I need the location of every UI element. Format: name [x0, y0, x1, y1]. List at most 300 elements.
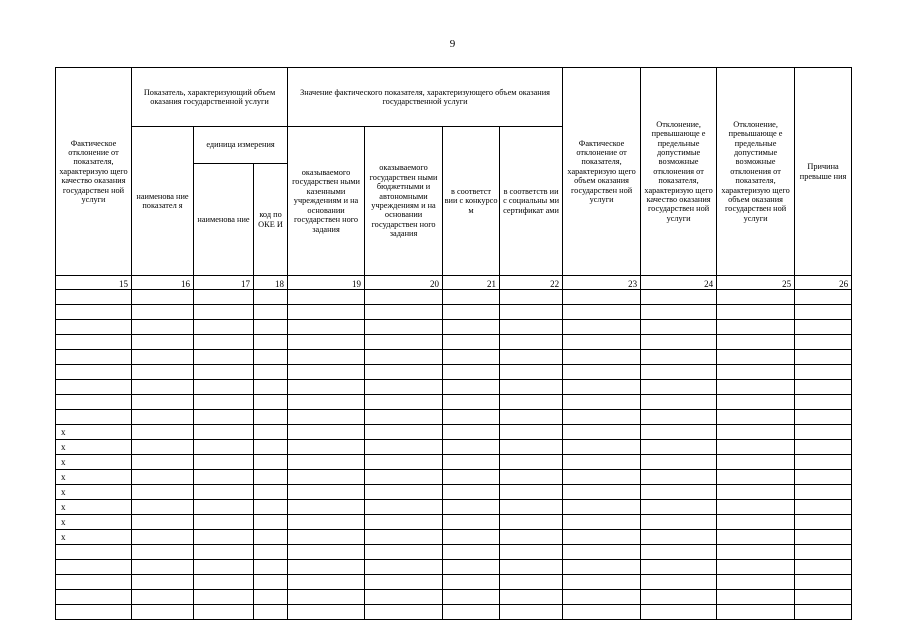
- row-mark-cell: x: [56, 470, 132, 485]
- header-group-indicator: Показатель, характеризующий объем оказания государственной услуги: [132, 68, 288, 127]
- table-cell: [194, 470, 254, 485]
- table-cell: [500, 335, 563, 350]
- table-cell: [194, 515, 254, 530]
- table-cell: [194, 350, 254, 365]
- table-cell: [288, 470, 365, 485]
- table-row: [56, 335, 852, 350]
- table-cell: [194, 530, 254, 545]
- table-cell: [132, 485, 194, 500]
- table-cell: [500, 365, 563, 380]
- table-cell: [795, 395, 852, 410]
- column-number-row: [56, 276, 852, 290]
- table-cell: [563, 290, 641, 305]
- row-mark-cell: [56, 590, 132, 605]
- table-cell: [717, 440, 795, 455]
- row-mark-cell: x: [56, 515, 132, 530]
- page-number: 9: [449, 38, 456, 50]
- table-row: [56, 425, 852, 440]
- header-col16: наименова ние показател я: [132, 127, 194, 276]
- table-cell: [443, 470, 500, 485]
- table-cell: [365, 410, 443, 425]
- row-mark-cell: [56, 290, 132, 305]
- table-cell: [563, 560, 641, 575]
- table-cell: [563, 575, 641, 590]
- table-cell: [443, 320, 500, 335]
- table-cell: [288, 395, 365, 410]
- row-mark-cell: [56, 410, 132, 425]
- table-cell: [795, 365, 852, 380]
- table-cell: [795, 530, 852, 545]
- table-cell: [717, 425, 795, 440]
- table-cell: [194, 440, 254, 455]
- table-cell: [365, 515, 443, 530]
- table-cell: [194, 455, 254, 470]
- table-cell: [563, 530, 641, 545]
- table-cell: [365, 395, 443, 410]
- table-cell: [500, 290, 563, 305]
- table-cell: [194, 485, 254, 500]
- table-cell: [365, 605, 443, 620]
- table-cell: [500, 410, 563, 425]
- table-cell: [132, 515, 194, 530]
- table-cell: [795, 500, 852, 515]
- table-cell: [717, 365, 795, 380]
- table-cell: [717, 485, 795, 500]
- header-col18: код по ОКЕ И: [254, 164, 288, 276]
- table-cell: [365, 545, 443, 560]
- table-cell: [288, 575, 365, 590]
- table-cell: [795, 560, 852, 575]
- table-cell: [717, 290, 795, 305]
- table-cell: [500, 425, 563, 440]
- table-cell: [288, 455, 365, 470]
- table-cell: [443, 455, 500, 470]
- table-cell: [288, 545, 365, 560]
- table-cell: [500, 380, 563, 395]
- table-cell: [641, 440, 717, 455]
- table-cell: [641, 290, 717, 305]
- table-cell: [641, 590, 717, 605]
- table-row: [56, 605, 852, 620]
- table-cell: [132, 335, 194, 350]
- table-cell: [288, 515, 365, 530]
- row-mark-cell: [56, 305, 132, 320]
- table-cell: [500, 440, 563, 455]
- table-cell: [641, 605, 717, 620]
- table-row: [56, 485, 852, 500]
- table-row: [56, 380, 852, 395]
- table-cell: [194, 425, 254, 440]
- table-cell: [500, 395, 563, 410]
- table-cell: [717, 530, 795, 545]
- column-number: 15: [56, 276, 132, 290]
- table-row: [56, 500, 852, 515]
- table-cell: [288, 485, 365, 500]
- header-col23: Фактическое отклонение от показателя, характеризую щего объем оказания государствен ной услуги: [563, 68, 641, 276]
- table-cell: [194, 545, 254, 560]
- column-number: 21: [443, 276, 500, 290]
- table-cell: [132, 395, 194, 410]
- table-cell: [500, 560, 563, 575]
- table-cell: [443, 485, 500, 500]
- table-cell: [500, 575, 563, 590]
- table-cell: [365, 350, 443, 365]
- table-cell: [717, 320, 795, 335]
- table-cell: [563, 440, 641, 455]
- table-cell: [194, 590, 254, 605]
- table-cell: [132, 440, 194, 455]
- header-group-value: Значение фактического показателя, характеризующего объем оказания государственной услуги: [288, 68, 563, 127]
- row-mark-cell: [56, 320, 132, 335]
- table-cell: [563, 500, 641, 515]
- table-cell: [194, 575, 254, 590]
- table-cell: [288, 305, 365, 320]
- column-number: 22: [500, 276, 563, 290]
- table-cell: [717, 590, 795, 605]
- row-mark-cell: x: [56, 440, 132, 455]
- table-cell: [641, 320, 717, 335]
- table-cell: [641, 410, 717, 425]
- column-number: 24: [641, 276, 717, 290]
- table-cell: [254, 380, 288, 395]
- table-row: [56, 365, 852, 380]
- table-cell: [254, 290, 288, 305]
- table-cell: [563, 380, 641, 395]
- table-cell: [254, 530, 288, 545]
- table-cell: [443, 425, 500, 440]
- row-mark-cell: [56, 350, 132, 365]
- table-cell: [795, 575, 852, 590]
- table-cell: [443, 575, 500, 590]
- table-cell: [563, 485, 641, 500]
- table-cell: [132, 500, 194, 515]
- table-cell: [563, 545, 641, 560]
- table-cell: [500, 605, 563, 620]
- table-cell: [795, 485, 852, 500]
- table-cell: [641, 380, 717, 395]
- table-cell: [288, 335, 365, 350]
- table-cell: [641, 350, 717, 365]
- row-mark-cell: x: [56, 530, 132, 545]
- row-mark-cell: x: [56, 455, 132, 470]
- header-col26: Причина превыше ния: [795, 68, 852, 276]
- table-cell: [795, 320, 852, 335]
- header-group-unit: единица измерения: [194, 127, 288, 164]
- table-cell: [795, 515, 852, 530]
- table-cell: [288, 320, 365, 335]
- row-mark-cell: [56, 380, 132, 395]
- table-cell: [365, 470, 443, 485]
- table-cell: [500, 545, 563, 560]
- table-row: [56, 290, 852, 305]
- table-cell: [365, 530, 443, 545]
- table-cell: [641, 530, 717, 545]
- table-cell: [717, 410, 795, 425]
- table-cell: [443, 590, 500, 605]
- table-cell: [563, 605, 641, 620]
- report-table: [55, 67, 852, 620]
- table-cell: [132, 590, 194, 605]
- table-cell: [500, 530, 563, 545]
- table-cell: [132, 530, 194, 545]
- table-cell: [563, 305, 641, 320]
- header-col25: Отклонение, превышающе е предельные допустимые возможные отклонения от показателя, характеризую щего объем оказания государствен ной услуги: [717, 68, 795, 276]
- table-cell: [194, 410, 254, 425]
- table-cell: [288, 365, 365, 380]
- header-col17: наименова ние: [194, 164, 254, 276]
- column-number: 25: [717, 276, 795, 290]
- row-mark-cell: [56, 605, 132, 620]
- table-row: [56, 410, 852, 425]
- table-cell: [365, 560, 443, 575]
- table-cell: [795, 590, 852, 605]
- table-cell: [288, 290, 365, 305]
- table-cell: [641, 305, 717, 320]
- table-cell: [365, 335, 443, 350]
- table-cell: [365, 425, 443, 440]
- table-cell: [795, 605, 852, 620]
- table-cell: [365, 575, 443, 590]
- table-cell: [500, 590, 563, 605]
- table-cell: [194, 560, 254, 575]
- table-cell: [254, 575, 288, 590]
- table-cell: [132, 470, 194, 485]
- table-cell: [288, 590, 365, 605]
- table-cell: [194, 395, 254, 410]
- table-cell: [194, 305, 254, 320]
- table-row: [56, 350, 852, 365]
- table-row: [56, 545, 852, 560]
- table-cell: [500, 320, 563, 335]
- table-cell: [641, 545, 717, 560]
- table-cell: [717, 545, 795, 560]
- table-row: [56, 305, 852, 320]
- table-cell: [365, 455, 443, 470]
- table-cell: [443, 395, 500, 410]
- table-cell: [365, 485, 443, 500]
- table-row: [56, 395, 852, 410]
- table-cell: [500, 485, 563, 500]
- table-cell: [717, 470, 795, 485]
- table-cell: [717, 395, 795, 410]
- table-cell: [132, 605, 194, 620]
- table-cell: [194, 380, 254, 395]
- table-row: [56, 320, 852, 335]
- table-cell: [641, 425, 717, 440]
- table-cell: [288, 605, 365, 620]
- table-row: [56, 440, 852, 455]
- table-cell: [563, 470, 641, 485]
- table-cell: [563, 455, 641, 470]
- table-cell: [254, 425, 288, 440]
- table-cell: [132, 305, 194, 320]
- table-cell: [795, 440, 852, 455]
- table-cell: [254, 305, 288, 320]
- table-cell: [132, 380, 194, 395]
- table-cell: [194, 605, 254, 620]
- table-cell: [194, 500, 254, 515]
- table-cell: [500, 350, 563, 365]
- table-cell: [443, 365, 500, 380]
- column-number: 16: [132, 276, 194, 290]
- table-cell: [443, 350, 500, 365]
- table-cell: [795, 290, 852, 305]
- table-cell: [254, 470, 288, 485]
- table-cell: [288, 410, 365, 425]
- table-cell: [254, 605, 288, 620]
- header-col24: Отклонение, превышающе е предельные допустимые возможные отклонения от показателя, характеризую щего качество оказания государствен ной услуги: [641, 68, 717, 276]
- table-cell: [443, 530, 500, 545]
- header-col19: оказываемого государствен ными казенными учреждениям и на основании государствен ного задания: [288, 127, 365, 276]
- table-cell: [717, 305, 795, 320]
- table-cell: [563, 365, 641, 380]
- table-row: [56, 530, 852, 545]
- table-cell: [717, 560, 795, 575]
- table-cell: [254, 410, 288, 425]
- table-cell: [500, 515, 563, 530]
- row-mark-cell: x: [56, 500, 132, 515]
- table-cell: [717, 605, 795, 620]
- table-cell: [795, 335, 852, 350]
- table-cell: [132, 545, 194, 560]
- table-cell: [717, 350, 795, 365]
- table-cell: [443, 560, 500, 575]
- table-cell: [563, 425, 641, 440]
- table-cell: [443, 545, 500, 560]
- table-row: [56, 560, 852, 575]
- table-cell: [254, 440, 288, 455]
- table-row: [56, 515, 852, 530]
- table-cell: [194, 365, 254, 380]
- table-cell: [443, 515, 500, 530]
- table-cell: [443, 440, 500, 455]
- table-cell: [132, 350, 194, 365]
- table-cell: [795, 545, 852, 560]
- table-cell: [717, 575, 795, 590]
- table-cell: [563, 590, 641, 605]
- table-cell: [500, 455, 563, 470]
- table-cell: [443, 410, 500, 425]
- table-cell: [288, 440, 365, 455]
- table-row: [56, 455, 852, 470]
- table-cell: [641, 485, 717, 500]
- table-cell: [365, 365, 443, 380]
- table-cell: [365, 305, 443, 320]
- table-cell: [365, 320, 443, 335]
- column-number: 18: [254, 276, 288, 290]
- row-mark-cell: [56, 395, 132, 410]
- table-cell: [795, 425, 852, 440]
- table-cell: [365, 500, 443, 515]
- table-cell: [443, 335, 500, 350]
- table-cell: [132, 560, 194, 575]
- table-row: [56, 575, 852, 590]
- table-cell: [563, 335, 641, 350]
- header-col15: Фактическое отклонение от показателя, характеризую щего качество оказания государствен ной услуги: [56, 68, 132, 276]
- table-cell: [365, 590, 443, 605]
- table-cell: [563, 410, 641, 425]
- table-cell: [194, 335, 254, 350]
- table-cell: [563, 515, 641, 530]
- row-mark-cell: [56, 575, 132, 590]
- table-cell: [288, 380, 365, 395]
- column-number: 26: [795, 276, 852, 290]
- table-cell: [717, 380, 795, 395]
- row-mark-cell: x: [56, 485, 132, 500]
- table-cell: [194, 290, 254, 305]
- table-cell: [194, 320, 254, 335]
- table-cell: [717, 335, 795, 350]
- table-cell: [132, 455, 194, 470]
- table-cell: [254, 395, 288, 410]
- table-cell: [500, 470, 563, 485]
- table-cell: [288, 350, 365, 365]
- table-cell: [443, 605, 500, 620]
- table-cell: [795, 455, 852, 470]
- table-cell: [365, 440, 443, 455]
- table-cell: [641, 500, 717, 515]
- row-mark-cell: [56, 335, 132, 350]
- table-cell: [443, 500, 500, 515]
- table-cell: [443, 380, 500, 395]
- table-cell: [288, 560, 365, 575]
- header-col20: оказываемого государствен ными бюджетными и автономными учреждениям и на основании государствен ного задания: [365, 127, 443, 276]
- table-cell: [254, 335, 288, 350]
- table-cell: [254, 500, 288, 515]
- table-cell: [500, 305, 563, 320]
- table-cell: [641, 515, 717, 530]
- table-cell: [641, 575, 717, 590]
- row-mark-cell: [56, 560, 132, 575]
- column-number: 19: [288, 276, 365, 290]
- table-cell: [254, 590, 288, 605]
- table-cell: [254, 455, 288, 470]
- table-cell: [795, 350, 852, 365]
- table-cell: [288, 500, 365, 515]
- table-cell: [795, 470, 852, 485]
- header-col22: в соответств ии с социальны ми сертификат ами: [500, 127, 563, 276]
- table-cell: [717, 455, 795, 470]
- table-cell: [288, 425, 365, 440]
- table-row: [56, 470, 852, 485]
- table-cell: [500, 500, 563, 515]
- column-number: 17: [194, 276, 254, 290]
- table-cell: [563, 320, 641, 335]
- column-number: 23: [563, 276, 641, 290]
- table-cell: [288, 530, 365, 545]
- table-cell: [563, 350, 641, 365]
- row-mark-cell: x: [56, 425, 132, 440]
- column-number: 20: [365, 276, 443, 290]
- table-cell: [254, 485, 288, 500]
- table-cell: [795, 305, 852, 320]
- table-cell: [795, 380, 852, 395]
- table-cell: [365, 290, 443, 305]
- table-cell: [641, 455, 717, 470]
- table-cell: [132, 575, 194, 590]
- table-cell: [717, 515, 795, 530]
- table-cell: [254, 515, 288, 530]
- table-cell: [641, 470, 717, 485]
- table-cell: [717, 500, 795, 515]
- table-cell: [443, 305, 500, 320]
- table-cell: [795, 410, 852, 425]
- row-mark-cell: [56, 365, 132, 380]
- table-cell: [365, 380, 443, 395]
- table-cell: [254, 365, 288, 380]
- table-cell: [132, 365, 194, 380]
- table-cell: [641, 365, 717, 380]
